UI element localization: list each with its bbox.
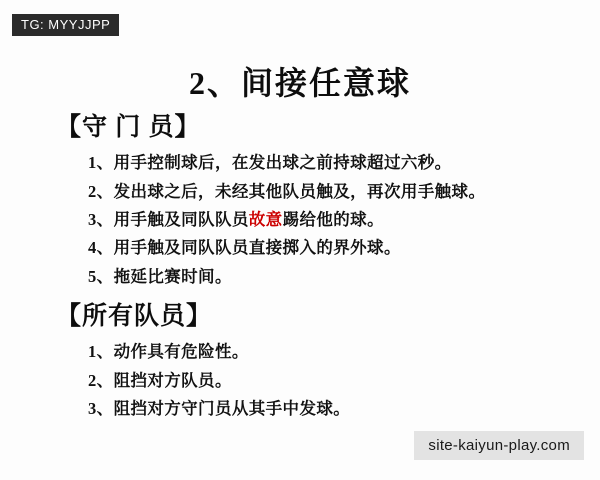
list-item-text: 发出球之后，未经其他队员触及，再次用手触球。 xyxy=(113,181,486,201)
list-item-text: 用手触及同队队员直接掷入的界外球。 xyxy=(113,238,401,258)
list-item-number: 1、 xyxy=(88,153,114,173)
section-heading: 【守 门 员】 xyxy=(56,114,201,141)
rule-list xyxy=(56,338,560,423)
list-item xyxy=(56,234,560,262)
list-item-text: 用手控制球后，在发出球之前持球超过六秒。 xyxy=(113,153,452,173)
highlighted-text: 故意 xyxy=(248,210,283,229)
page-title: 2、间接任意球 xyxy=(188,65,411,101)
section-goalkeeper xyxy=(56,112,560,291)
site-watermark-badge: site-kaiyun-play.com xyxy=(414,431,584,460)
list-item-text-tail: 踢给他的球。 xyxy=(282,210,384,229)
list-item-text: 用手触及同队队员 xyxy=(113,210,249,229)
list-item-number: 2、 xyxy=(88,181,114,201)
list-item-number: 5、 xyxy=(88,266,114,286)
section-all-players xyxy=(56,301,560,423)
document-content xyxy=(56,112,560,426)
list-item-number: 3、 xyxy=(88,210,114,229)
list-item xyxy=(56,206,560,234)
list-item-number: 4、 xyxy=(88,238,114,258)
rule-list xyxy=(56,149,560,291)
list-item-text: 阻挡对方守门员从其手中发球。 xyxy=(113,399,351,419)
list-item xyxy=(56,338,560,366)
list-item-number: 2、 xyxy=(88,370,114,390)
list-item xyxy=(56,263,560,291)
list-item xyxy=(56,367,560,395)
telegram-watermark-tag: TG: MYYJJPP xyxy=(12,14,119,36)
list-item-text: 拖延比赛时间。 xyxy=(113,266,232,286)
section-heading: 【所有队员】 xyxy=(56,303,213,331)
list-item xyxy=(56,149,560,177)
list-item-number: 3、 xyxy=(88,399,114,419)
list-item xyxy=(56,395,560,423)
list-item-text: 动作具有危险性。 xyxy=(113,342,249,362)
list-item xyxy=(56,178,560,206)
list-item-text: 阻挡对方队员。 xyxy=(113,370,232,390)
list-item-number: 1、 xyxy=(88,342,114,362)
